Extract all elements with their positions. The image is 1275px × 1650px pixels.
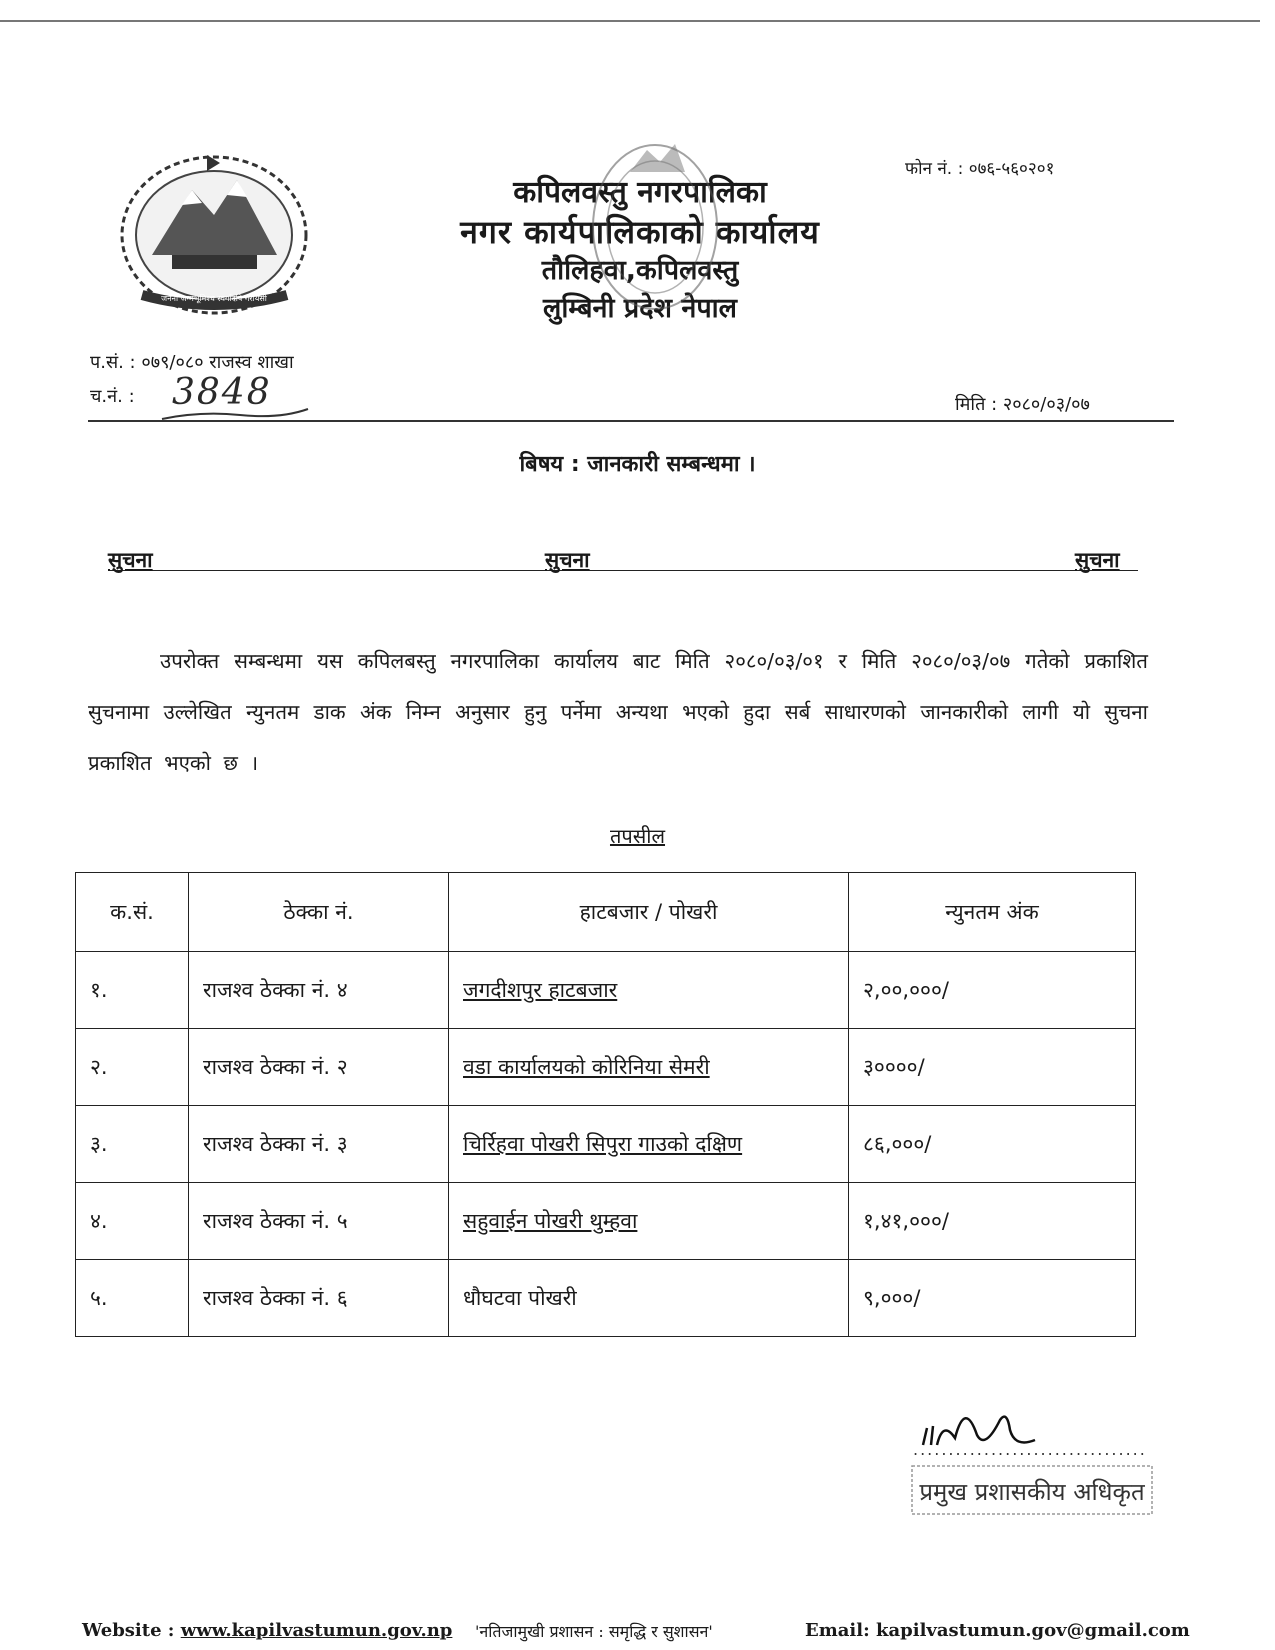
cell-serial: १.	[76, 952, 189, 1029]
cell-min-amount: ८६,०००/	[849, 1106, 1136, 1183]
cell-contract: राजश्व ठेक्का नं. २	[189, 1029, 449, 1106]
cell-place-text: सहुवाईन पोखरी थुम्हवा	[463, 1209, 638, 1233]
cell-contract: राजश्व ठेक्का नं. ३	[189, 1106, 449, 1183]
page-top-border	[0, 20, 1260, 22]
header-place: हाटबजार / पोखरी	[449, 873, 849, 952]
cell-contract: राजश्व ठेक्का नं. ६	[189, 1260, 449, 1337]
table-row	[76, 1029, 1136, 1106]
cell-place	[449, 1106, 849, 1183]
cell-place	[449, 1029, 849, 1106]
header-divider	[88, 420, 1174, 422]
designation-stamp	[910, 1460, 1160, 1520]
table-row	[76, 952, 1136, 1029]
cell-min-amount: १,४१,०००/	[849, 1183, 1136, 1260]
table-row	[76, 1183, 1136, 1260]
province-country: लुम्बिनी प्रदेश नेपाल	[543, 293, 737, 324]
emblem-caption: जननी जन्मभूमिश्च स्वर्गादपि गरीयसी	[161, 294, 267, 303]
table-row	[76, 1260, 1136, 1337]
header-min-amount: न्युनतम अंक	[849, 873, 1136, 952]
body-paragraph: उपरोक्त सम्बन्धमा यस कपिलबस्तु नगरपालिका कार्यालय बाट मिति २०८०/०३/०१ र मिति २०८०/०३/०७ गतेको प्रकाशित सुचनामा उल्लेखित न्युनतम डाक अंक निम्न अनुसार हुनु पर्नेमा अन्यथा भएको हुदा सर्ब साधारणको जानकारीको लागी यो सुचना प्रकाशित भएको छ ।	[88, 649, 1148, 775]
contract-table	[75, 872, 1136, 1337]
table-row	[76, 1106, 1136, 1183]
website-link[interactable]: www.kapilvastumun.gov.np	[180, 1620, 453, 1641]
footer-motto: 'नतिजामुखी प्रशासन : समृद्धि र सुशासन'	[475, 1622, 713, 1641]
cell-contract: राजश्व ठेक्का नं. ४	[189, 952, 449, 1029]
handwritten-underline	[160, 405, 310, 425]
municipality-name: कपिलवस्तु नगरपालिका	[513, 175, 767, 210]
office-name: नगर कार्यपालिकाको कार्यालय	[460, 213, 820, 251]
office-seal-icon	[585, 132, 725, 322]
office-location: तौलिहवा,कपिलवस्तु	[541, 255, 739, 286]
notice-rule	[108, 570, 1138, 571]
notice-word-left: सुचना	[108, 548, 153, 572]
notice-word-right: सुचना	[1075, 548, 1120, 572]
cell-place: धौघटवा पोखरी	[449, 1260, 849, 1337]
dispatch-number-label: च.नं. :	[90, 386, 135, 407]
nepal-emblem-icon	[112, 145, 317, 320]
reference-number: प.सं. : ०७९/०८० राजस्व शाखा	[90, 352, 294, 373]
cell-min-amount: ९,०००/	[849, 1260, 1136, 1337]
stamp-text: प्रमुख प्रशासकीय अधिकृत	[919, 1478, 1145, 1506]
cell-serial: २.	[76, 1029, 189, 1106]
notice-word-center: सुचना	[545, 548, 590, 572]
dispatch-number-handwritten: 3848	[172, 372, 272, 413]
cell-serial: ३.	[76, 1106, 189, 1183]
footer-website	[82, 1620, 452, 1641]
cell-serial: ५.	[76, 1260, 189, 1337]
cell-place-text: चिर्रिहवा पोखरी सिपुरा गाउको दक्षिण	[463, 1132, 743, 1156]
phone-number: फोन नं. : ०७६-५६०२०१	[905, 159, 1055, 179]
website-label: Website :	[82, 1620, 175, 1641]
subject-line: बिषय : जानकारी सम्बन्धमा ।	[519, 452, 756, 477]
cell-place	[449, 1183, 849, 1260]
cell-contract: राजश्व ठेक्का नं. ५	[189, 1183, 449, 1260]
letter-date: मिति : २०८०/०३/०७	[955, 394, 1090, 415]
cell-place	[449, 952, 849, 1029]
cell-place-text: जगदीशपुर हाटबजार	[463, 978, 618, 1002]
footer-email[interactable]: Email: kapilvastumun.gov@gmail.com	[805, 1620, 1190, 1641]
cell-place-text: वडा कार्यालयको कोरिनिया सेमरी	[463, 1055, 710, 1079]
table-header-row	[76, 873, 1136, 952]
details-heading: तपसील	[609, 824, 666, 848]
header-serial: क.सं.	[76, 873, 189, 952]
cell-serial: ४.	[76, 1183, 189, 1260]
cell-min-amount: २,००,०००/	[849, 952, 1136, 1029]
cell-min-amount: ३००००/	[849, 1029, 1136, 1106]
header-contract-no: ठेक्का नं.	[189, 873, 449, 952]
signature-dotted-line: .................................	[913, 1440, 1147, 1459]
